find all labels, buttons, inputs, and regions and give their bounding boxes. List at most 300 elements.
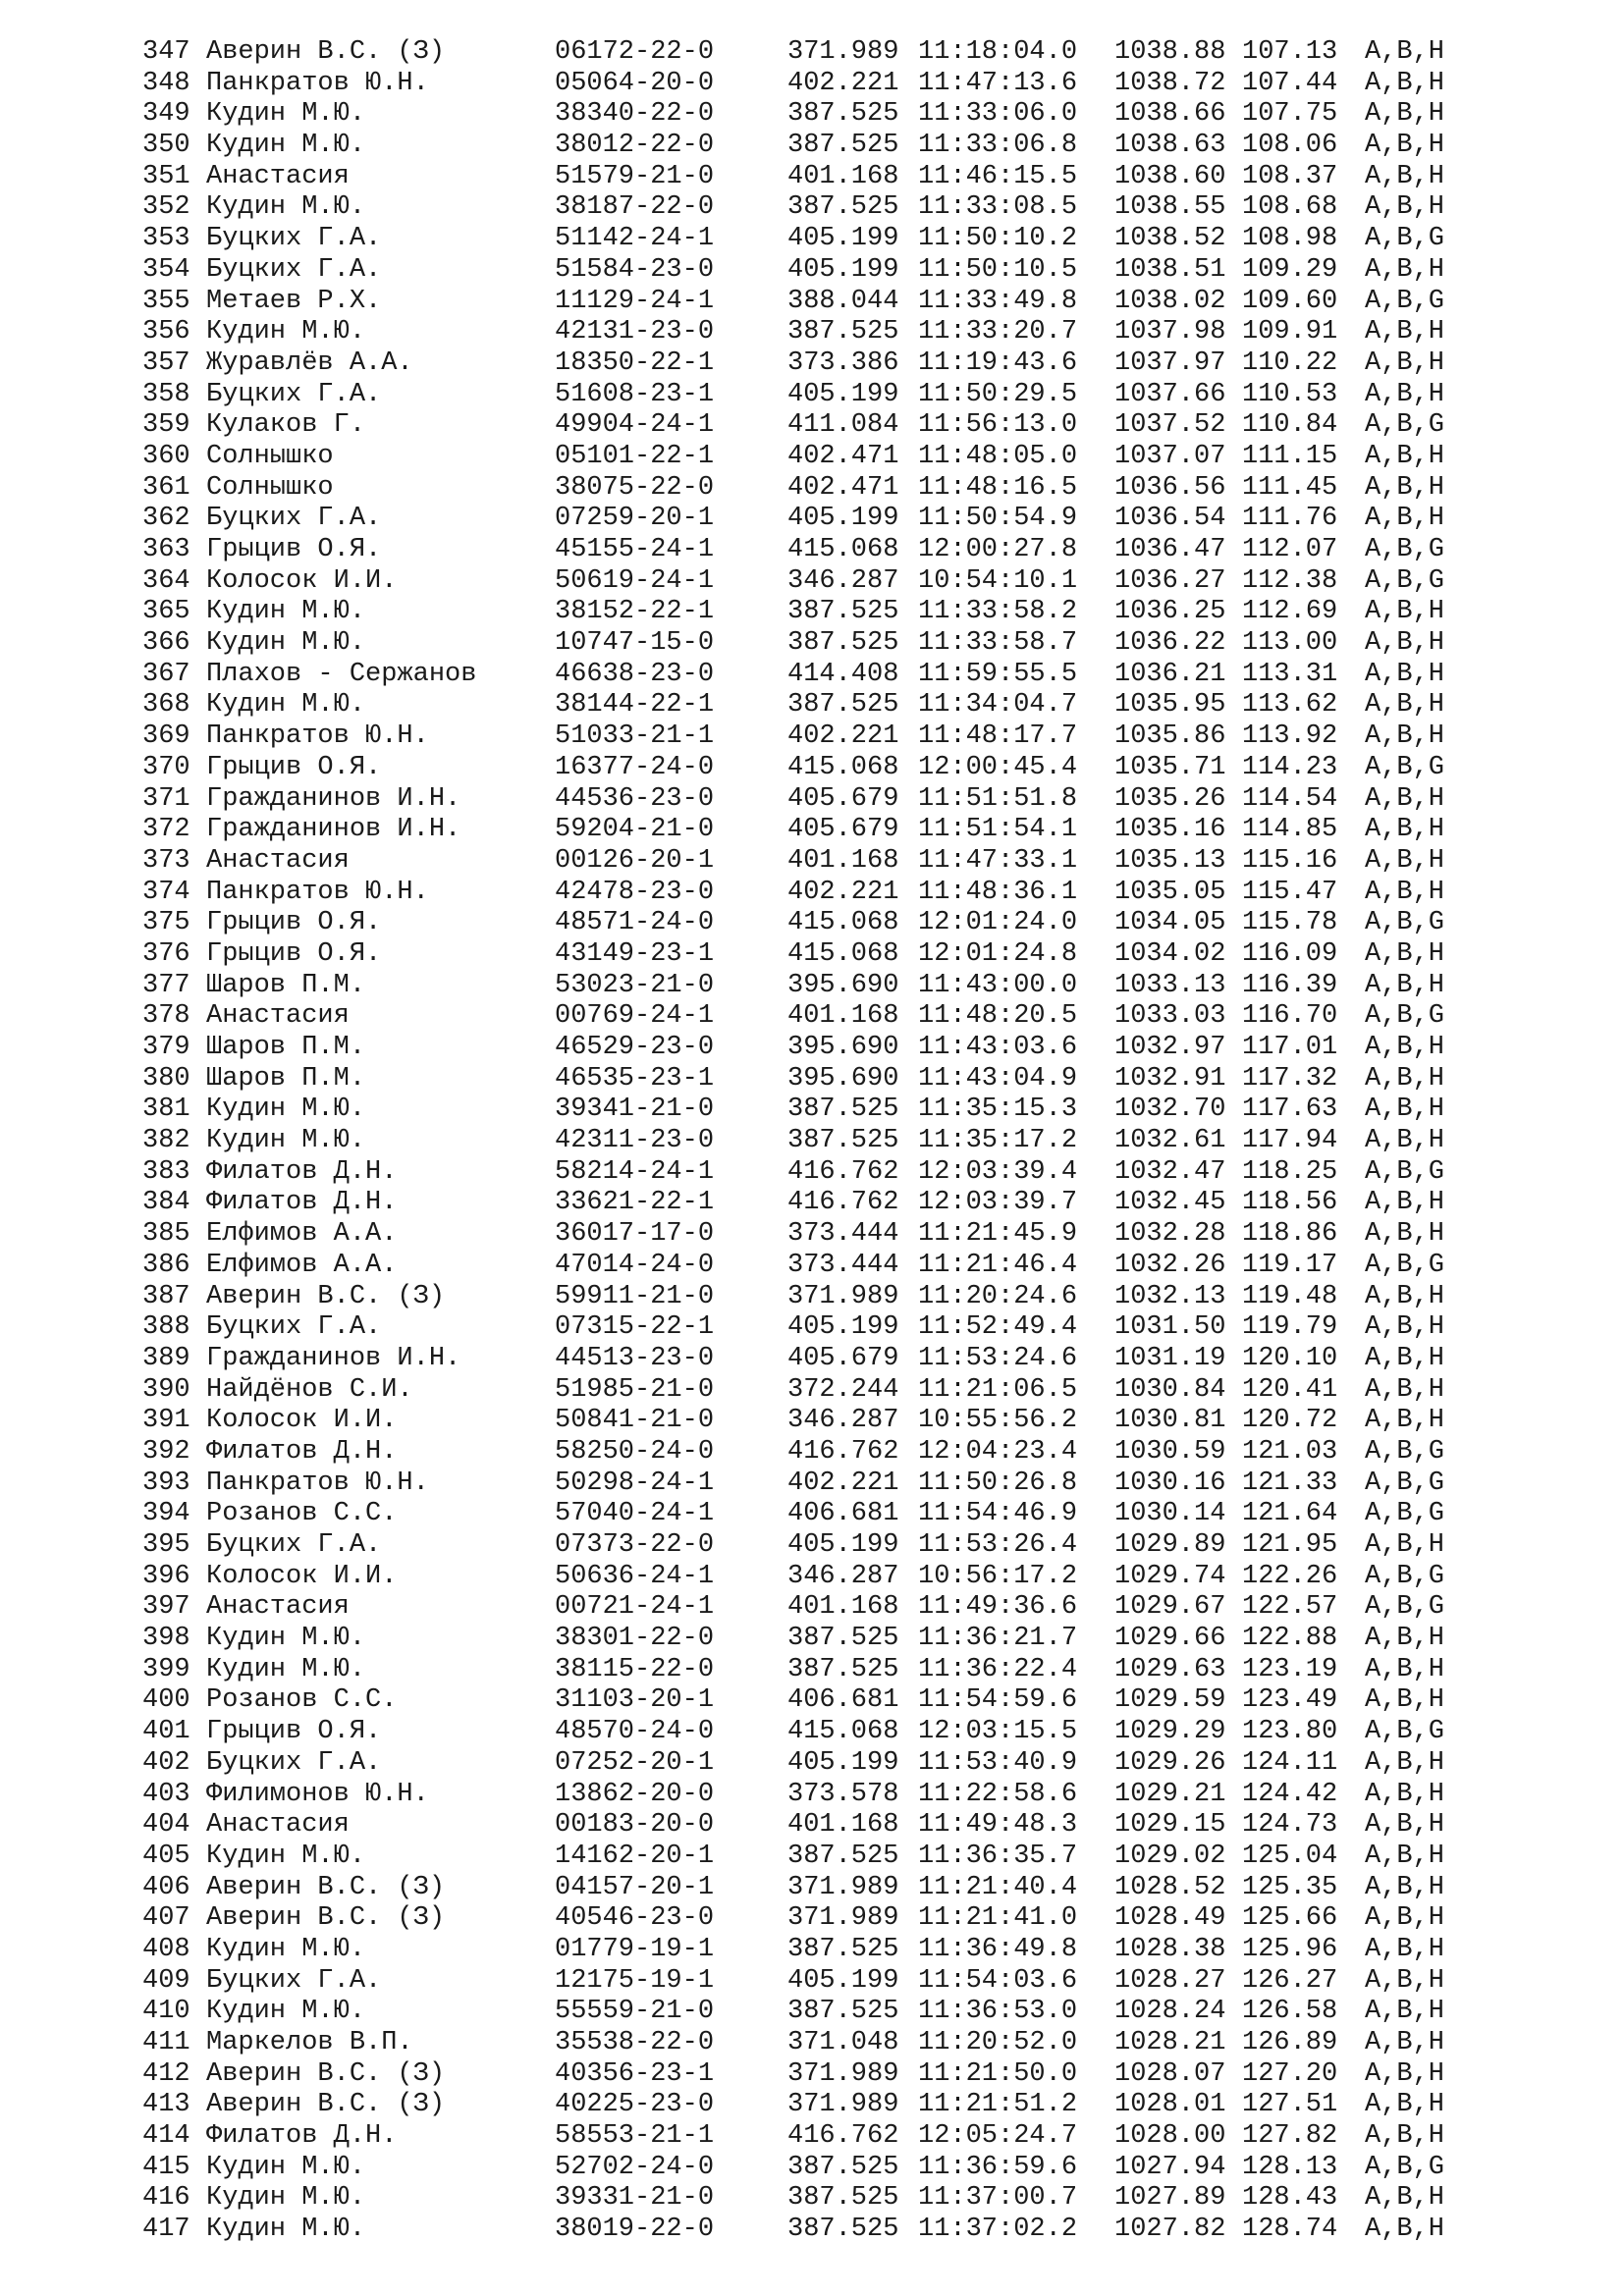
points-value: 119.17 — [1242, 1250, 1338, 1280]
participant-name: Шаров П.М. — [206, 970, 366, 1000]
ring-number: 46535-23-1 — [555, 1063, 715, 1094]
ring-number: 43149-23-1 — [555, 938, 715, 969]
distance-km: 372.244 — [787, 1374, 899, 1405]
points-value: 112.07 — [1242, 535, 1338, 564]
section-codes: A,B,H — [1365, 1374, 1445, 1405]
participant-name: Метаев Р.Х. — [206, 286, 382, 316]
distance-km: 395.690 — [787, 1033, 899, 1062]
section-codes: A,B,H — [1365, 1903, 1445, 1934]
arrival-time: 11:20:52.0 — [918, 2028, 1078, 2057]
distance-km: 402.221 — [787, 721, 899, 752]
place-number: 387 — [142, 1281, 190, 1311]
section-codes: A,B,H — [1365, 628, 1445, 659]
section-codes: A,B,G — [1365, 224, 1445, 254]
participant-name: Солнышко — [206, 441, 334, 471]
distance-km: 402.471 — [787, 472, 899, 503]
points-value: 125.96 — [1242, 1934, 1338, 1964]
participant-name: Шаров П.М. — [206, 1033, 366, 1062]
ring-number: 00769-24-1 — [555, 1001, 715, 1032]
arrival-time: 11:43:00.0 — [918, 970, 1078, 1000]
speed-value: 1032.13 — [1114, 1281, 1226, 1311]
ring-number: 00721-24-1 — [555, 1592, 715, 1623]
place-number: 416 — [142, 2183, 190, 2214]
section-codes: A,B,H — [1365, 68, 1445, 98]
distance-km: 401.168 — [787, 1001, 899, 1032]
place-number: 414 — [142, 2121, 190, 2152]
arrival-time: 11:49:36.6 — [918, 1592, 1078, 1623]
points-value: 112.69 — [1242, 597, 1338, 627]
ring-number: 00183-20-0 — [555, 1810, 715, 1841]
speed-value: 1029.89 — [1114, 1530, 1226, 1560]
distance-km: 414.408 — [787, 659, 899, 689]
section-codes: A,B,G — [1365, 410, 1445, 441]
speed-value: 1028.24 — [1114, 1997, 1226, 2027]
ring-number: 44536-23-0 — [555, 783, 715, 814]
points-value: 108.06 — [1242, 131, 1338, 161]
speed-value: 1038.02 — [1114, 286, 1226, 316]
ring-number: 40356-23-1 — [555, 2058, 715, 2089]
participant-name: Кудин М.Ю. — [206, 317, 366, 347]
place-number: 351 — [142, 161, 190, 191]
points-value: 110.84 — [1242, 410, 1338, 441]
participant-name: Кудин М.Ю. — [206, 99, 366, 130]
speed-value: 1036.22 — [1114, 628, 1226, 659]
arrival-time: 11:21:50.0 — [918, 2058, 1078, 2089]
distance-km: 371.989 — [787, 2058, 899, 2089]
place-number: 378 — [142, 1001, 190, 1032]
speed-value: 1030.16 — [1114, 1468, 1226, 1498]
section-codes: A,B,H — [1365, 1343, 1445, 1373]
points-value: 114.23 — [1242, 752, 1338, 782]
ring-number: 45155-24-1 — [555, 535, 715, 564]
participant-name: Грыцив О.Я. — [206, 938, 382, 969]
speed-value: 1036.47 — [1114, 535, 1226, 564]
distance-km: 371.048 — [787, 2028, 899, 2057]
arrival-time: 11:50:26.8 — [918, 1468, 1078, 1498]
place-number: 374 — [142, 877, 190, 907]
arrival-time: 11:36:35.7 — [918, 1841, 1078, 1871]
arrival-time: 12:05:24.7 — [918, 2121, 1078, 2152]
place-number: 360 — [142, 441, 190, 471]
ring-number: 51985-21-0 — [555, 1374, 715, 1405]
place-number: 394 — [142, 1499, 190, 1529]
arrival-time: 11:48:16.5 — [918, 472, 1078, 503]
ring-number: 10747-15-0 — [555, 628, 715, 659]
points-value: 111.76 — [1242, 504, 1338, 534]
distance-km: 387.525 — [787, 1095, 899, 1125]
section-codes: A,B,G — [1365, 286, 1445, 316]
speed-value: 1028.07 — [1114, 2058, 1226, 2089]
speed-value: 1029.63 — [1114, 1654, 1226, 1684]
arrival-time: 11:53:24.6 — [918, 1343, 1078, 1373]
speed-value: 1027.82 — [1114, 2215, 1226, 2245]
points-value: 107.44 — [1242, 68, 1338, 98]
place-number: 385 — [142, 1219, 190, 1250]
speed-value: 1034.02 — [1114, 938, 1226, 969]
place-number: 375 — [142, 908, 190, 938]
points-value: 113.92 — [1242, 721, 1338, 752]
ring-number: 07252-20-1 — [555, 1747, 715, 1778]
section-codes: A,B,H — [1365, 815, 1445, 845]
distance-km: 387.525 — [787, 690, 899, 721]
place-number: 400 — [142, 1685, 190, 1716]
ring-number: 51608-23-1 — [555, 379, 715, 409]
participant-name: Буцких Г.А. — [206, 254, 382, 285]
arrival-time: 11:36:21.7 — [918, 1624, 1078, 1654]
points-value: 125.66 — [1242, 1903, 1338, 1934]
place-number: 397 — [142, 1592, 190, 1623]
arrival-time: 11:52:49.4 — [918, 1312, 1078, 1343]
ring-number: 38019-22-0 — [555, 2215, 715, 2245]
participant-name: Кудин М.Ю. — [206, 597, 366, 627]
participant-name: Кудин М.Ю. — [206, 1934, 366, 1964]
speed-value: 1035.71 — [1114, 752, 1226, 782]
arrival-time: 11:21:40.4 — [918, 1872, 1078, 1902]
arrival-time: 11:49:48.3 — [918, 1810, 1078, 1841]
ring-number: 38115-22-0 — [555, 1654, 715, 1684]
section-codes: A,B,H — [1365, 347, 1445, 378]
arrival-time: 11:33:06.8 — [918, 131, 1078, 161]
points-value: 121.33 — [1242, 1468, 1338, 1498]
ring-number: 39341-21-0 — [555, 1095, 715, 1125]
distance-km: 402.221 — [787, 68, 899, 98]
distance-km: 387.525 — [787, 192, 899, 223]
section-codes: A,B,G — [1365, 2152, 1445, 2182]
ring-number: 38340-22-0 — [555, 99, 715, 130]
points-value: 117.63 — [1242, 1095, 1338, 1125]
speed-value: 1035.26 — [1114, 783, 1226, 814]
speed-value: 1029.67 — [1114, 1592, 1226, 1623]
points-value: 121.64 — [1242, 1499, 1338, 1529]
participant-name: Аверин В.С. (З) — [206, 1281, 446, 1311]
ring-number: 11129-24-1 — [555, 286, 715, 316]
speed-value: 1030.84 — [1114, 1374, 1226, 1405]
distance-km: 395.690 — [787, 1063, 899, 1094]
place-number: 369 — [142, 721, 190, 752]
points-value: 116.70 — [1242, 1001, 1338, 1032]
place-number: 381 — [142, 1095, 190, 1125]
place-number: 364 — [142, 565, 190, 596]
points-value: 122.57 — [1242, 1592, 1338, 1623]
arrival-time: 12:01:24.8 — [918, 938, 1078, 969]
points-value: 112.38 — [1242, 565, 1338, 596]
arrival-time: 12:00:27.8 — [918, 535, 1078, 564]
participant-name: Анастасия — [206, 1592, 350, 1623]
place-number: 353 — [142, 224, 190, 254]
arrival-time: 11:54:59.6 — [918, 1685, 1078, 1716]
section-codes: A,B,H — [1365, 845, 1445, 876]
distance-km: 415.068 — [787, 1717, 899, 1747]
participant-name: Маркелов В.П. — [206, 2028, 413, 2057]
speed-value: 1037.97 — [1114, 347, 1226, 378]
arrival-time: 11:33:06.0 — [918, 99, 1078, 130]
points-value: 121.03 — [1242, 1436, 1338, 1467]
speed-value: 1029.66 — [1114, 1624, 1226, 1654]
arrival-time: 11:37:02.2 — [918, 2215, 1078, 2245]
participant-name: Кудин М.Ю. — [206, 1997, 366, 2027]
arrival-time: 12:03:39.4 — [918, 1156, 1078, 1187]
arrival-time: 11:18:04.0 — [918, 37, 1078, 67]
arrival-time: 11:47:13.6 — [918, 68, 1078, 98]
distance-km: 373.386 — [787, 347, 899, 378]
arrival-time: 10:56:17.2 — [918, 1561, 1078, 1591]
ring-number: 42478-23-0 — [555, 877, 715, 907]
arrival-time: 11:36:53.0 — [918, 1997, 1078, 2027]
participant-name: Кудин М.Ю. — [206, 1126, 366, 1156]
section-codes: A,B,H — [1365, 1530, 1445, 1560]
points-value: 118.56 — [1242, 1188, 1338, 1218]
participant-name: Колосок И.И. — [206, 1561, 398, 1591]
participant-name: Грыцив О.Я. — [206, 908, 382, 938]
section-codes: A,B,H — [1365, 472, 1445, 503]
speed-value: 1035.13 — [1114, 845, 1226, 876]
place-number: 409 — [142, 1965, 190, 1996]
distance-km: 402.471 — [787, 441, 899, 471]
points-value: 124.42 — [1242, 1779, 1338, 1809]
arrival-time: 11:36:49.8 — [918, 1934, 1078, 1964]
speed-value: 1036.25 — [1114, 597, 1226, 627]
distance-km: 416.762 — [787, 1188, 899, 1218]
distance-km: 387.525 — [787, 2152, 899, 2182]
place-number: 382 — [142, 1126, 190, 1156]
points-value: 108.68 — [1242, 192, 1338, 223]
participant-name: Грыцив О.Я. — [206, 535, 382, 564]
place-number: 376 — [142, 938, 190, 969]
distance-km: 405.199 — [787, 1965, 899, 1996]
points-value: 117.94 — [1242, 1126, 1338, 1156]
section-codes: A,B,H — [1365, 1624, 1445, 1654]
distance-km: 346.287 — [787, 1561, 899, 1591]
ring-number: 51142-24-1 — [555, 224, 715, 254]
points-value: 113.62 — [1242, 690, 1338, 721]
section-codes: A,B,H — [1365, 1872, 1445, 1902]
points-value: 115.78 — [1242, 908, 1338, 938]
speed-value: 1032.91 — [1114, 1063, 1226, 1094]
section-codes: A,B,H — [1365, 1219, 1445, 1250]
ring-number: 12175-19-1 — [555, 1965, 715, 1996]
speed-value: 1034.05 — [1114, 908, 1226, 938]
distance-km: 405.679 — [787, 815, 899, 845]
speed-value: 1030.59 — [1114, 1436, 1226, 1467]
arrival-time: 11:33:58.7 — [918, 628, 1078, 659]
ring-number: 55559-21-0 — [555, 1997, 715, 2027]
points-value: 125.04 — [1242, 1841, 1338, 1871]
speed-value: 1037.98 — [1114, 317, 1226, 347]
speed-value: 1035.95 — [1114, 690, 1226, 721]
participant-name: Аверин В.С. (З) — [206, 2090, 446, 2120]
place-number: 384 — [142, 1188, 190, 1218]
points-value: 127.51 — [1242, 2090, 1338, 2120]
ring-number: 38012-22-0 — [555, 131, 715, 161]
participant-name: Журавлёв А.А. — [206, 347, 413, 378]
section-codes: A,B,G — [1365, 1592, 1445, 1623]
place-number: 347 — [142, 37, 190, 67]
distance-km: 387.525 — [787, 1841, 899, 1871]
speed-value: 1031.50 — [1114, 1312, 1226, 1343]
speed-value: 1036.56 — [1114, 472, 1226, 503]
speed-value: 1035.86 — [1114, 721, 1226, 752]
participant-name: Анастасия — [206, 845, 350, 876]
arrival-time: 11:43:03.6 — [918, 1033, 1078, 1062]
place-number: 363 — [142, 535, 190, 564]
speed-value: 1027.94 — [1114, 2152, 1226, 2182]
section-codes: A,B,G — [1365, 535, 1445, 564]
participant-name: Буцких Г.А. — [206, 1530, 382, 1560]
participant-name: Буцких Г.А. — [206, 224, 382, 254]
place-number: 370 — [142, 752, 190, 782]
section-codes: A,B,G — [1365, 1156, 1445, 1187]
place-number: 349 — [142, 99, 190, 130]
ring-number: 49904-24-1 — [555, 410, 715, 441]
place-number: 380 — [142, 1063, 190, 1094]
ring-number: 36017-17-0 — [555, 1219, 715, 1250]
place-number: 367 — [142, 659, 190, 689]
points-value: 120.10 — [1242, 1343, 1338, 1373]
distance-km: 415.068 — [787, 535, 899, 564]
points-value: 125.35 — [1242, 1872, 1338, 1902]
section-codes: A,B,G — [1365, 565, 1445, 596]
place-number: 405 — [142, 1841, 190, 1871]
participant-name: Кудин М.Ю. — [206, 1624, 366, 1654]
participant-name: Аверин В.С. (З) — [206, 2058, 446, 2089]
place-number: 377 — [142, 970, 190, 1000]
participant-name: Филатов Д.Н. — [206, 2121, 398, 2152]
arrival-time: 11:36:59.6 — [918, 2152, 1078, 2182]
section-codes: A,B,H — [1365, 597, 1445, 627]
points-value: 126.58 — [1242, 1997, 1338, 2027]
participant-name: Аверин В.С. (З) — [206, 1903, 446, 1934]
points-value: 126.27 — [1242, 1965, 1338, 1996]
participant-name: Кудин М.Ю. — [206, 2152, 366, 2182]
speed-value: 1028.52 — [1114, 1872, 1226, 1902]
place-number: 362 — [142, 504, 190, 534]
distance-km: 387.525 — [787, 2183, 899, 2214]
speed-value: 1038.66 — [1114, 99, 1226, 130]
points-value: 109.91 — [1242, 317, 1338, 347]
ring-number: 13862-20-0 — [555, 1779, 715, 1809]
points-value: 122.26 — [1242, 1561, 1338, 1591]
ring-number: 38187-22-0 — [555, 192, 715, 223]
place-number: 395 — [142, 1530, 190, 1560]
place-number: 393 — [142, 1468, 190, 1498]
section-codes: A,B,H — [1365, 131, 1445, 161]
speed-value: 1027.89 — [1114, 2183, 1226, 2214]
points-value: 128.43 — [1242, 2183, 1338, 2214]
participant-name: Кудин М.Ю. — [206, 2215, 366, 2245]
section-codes: A,B,H — [1365, 1654, 1445, 1684]
points-value: 114.85 — [1242, 815, 1338, 845]
distance-km: 346.287 — [787, 1406, 899, 1436]
participant-name: Розанов С.С. — [206, 1685, 398, 1716]
distance-km: 387.525 — [787, 2215, 899, 2245]
place-number: 361 — [142, 472, 190, 503]
section-codes: A,B,G — [1365, 1436, 1445, 1467]
speed-value: 1037.52 — [1114, 410, 1226, 441]
place-number: 408 — [142, 1934, 190, 1964]
speed-value: 1030.14 — [1114, 1499, 1226, 1529]
section-codes: A,B,G — [1365, 908, 1445, 938]
participant-name: Филимонов Ю.Н. — [206, 1779, 429, 1809]
speed-value: 1029.26 — [1114, 1747, 1226, 1778]
section-codes: A,B,H — [1365, 1281, 1445, 1311]
section-codes: A,B,G — [1365, 1001, 1445, 1032]
participant-name: Буцких Г.А. — [206, 1312, 382, 1343]
points-value: 117.32 — [1242, 1063, 1338, 1094]
section-codes: A,B,H — [1365, 1810, 1445, 1841]
speed-value: 1038.72 — [1114, 68, 1226, 98]
distance-km: 387.525 — [787, 1934, 899, 1964]
section-codes: A,B,H — [1365, 2090, 1445, 2120]
arrival-time: 11:36:22.4 — [918, 1654, 1078, 1684]
participant-name: Анастасия — [206, 161, 350, 191]
distance-km: 371.989 — [787, 2090, 899, 2120]
section-codes: A,B,H — [1365, 721, 1445, 752]
ring-number: 38144-22-1 — [555, 690, 715, 721]
ring-number: 40546-23-0 — [555, 1903, 715, 1934]
speed-value: 1036.27 — [1114, 565, 1226, 596]
place-number: 354 — [142, 254, 190, 285]
arrival-time: 11:50:54.9 — [918, 504, 1078, 534]
ring-number: 58250-24-0 — [555, 1436, 715, 1467]
section-codes: A,B,H — [1365, 1406, 1445, 1436]
arrival-time: 11:33:58.2 — [918, 597, 1078, 627]
place-number: 399 — [142, 1654, 190, 1684]
speed-value: 1032.26 — [1114, 1250, 1226, 1280]
place-number: 401 — [142, 1717, 190, 1747]
distance-km: 371.989 — [787, 1281, 899, 1311]
ring-number: 52702-24-0 — [555, 2152, 715, 2182]
speed-value: 1028.00 — [1114, 2121, 1226, 2152]
place-number: 406 — [142, 1872, 190, 1902]
participant-name: Филатов Д.Н. — [206, 1188, 398, 1218]
points-value: 111.15 — [1242, 441, 1338, 471]
participant-name: Елфимов А.А. — [206, 1250, 398, 1280]
distance-km: 373.444 — [787, 1219, 899, 1250]
speed-value: 1028.49 — [1114, 1903, 1226, 1934]
points-value: 114.54 — [1242, 783, 1338, 814]
section-codes: A,B,H — [1365, 192, 1445, 223]
place-number: 411 — [142, 2028, 190, 2057]
speed-value: 1029.29 — [1114, 1717, 1226, 1747]
arrival-time: 11:53:40.9 — [918, 1747, 1078, 1778]
ring-number: 18350-22-1 — [555, 347, 715, 378]
distance-km: 411.084 — [787, 410, 899, 441]
participant-name: Буцких Г.А. — [206, 504, 382, 534]
place-number: 417 — [142, 2215, 190, 2245]
distance-km: 405.199 — [787, 254, 899, 285]
ring-number: 46529-23-0 — [555, 1033, 715, 1062]
section-codes: A,B,H — [1365, 37, 1445, 67]
participant-name: Анастасия — [206, 1001, 350, 1032]
arrival-time: 11:33:08.5 — [918, 192, 1078, 223]
arrival-time: 12:01:24.0 — [918, 908, 1078, 938]
distance-km: 387.525 — [787, 1654, 899, 1684]
ring-number: 53023-21-0 — [555, 970, 715, 1000]
section-codes: A,B,H — [1365, 99, 1445, 130]
arrival-time: 11:48:17.7 — [918, 721, 1078, 752]
ring-number: 05101-22-1 — [555, 441, 715, 471]
speed-value: 1038.88 — [1114, 37, 1226, 67]
speed-value: 1038.52 — [1114, 224, 1226, 254]
section-codes: A,B,H — [1365, 379, 1445, 409]
speed-value: 1035.16 — [1114, 815, 1226, 845]
section-codes: A,B,G — [1365, 1561, 1445, 1591]
ring-number: 51584-23-0 — [555, 254, 715, 285]
arrival-time: 11:21:45.9 — [918, 1219, 1078, 1250]
section-codes: A,B,H — [1365, 877, 1445, 907]
section-codes: A,B,H — [1365, 1841, 1445, 1871]
arrival-time: 11:54:46.9 — [918, 1499, 1078, 1529]
